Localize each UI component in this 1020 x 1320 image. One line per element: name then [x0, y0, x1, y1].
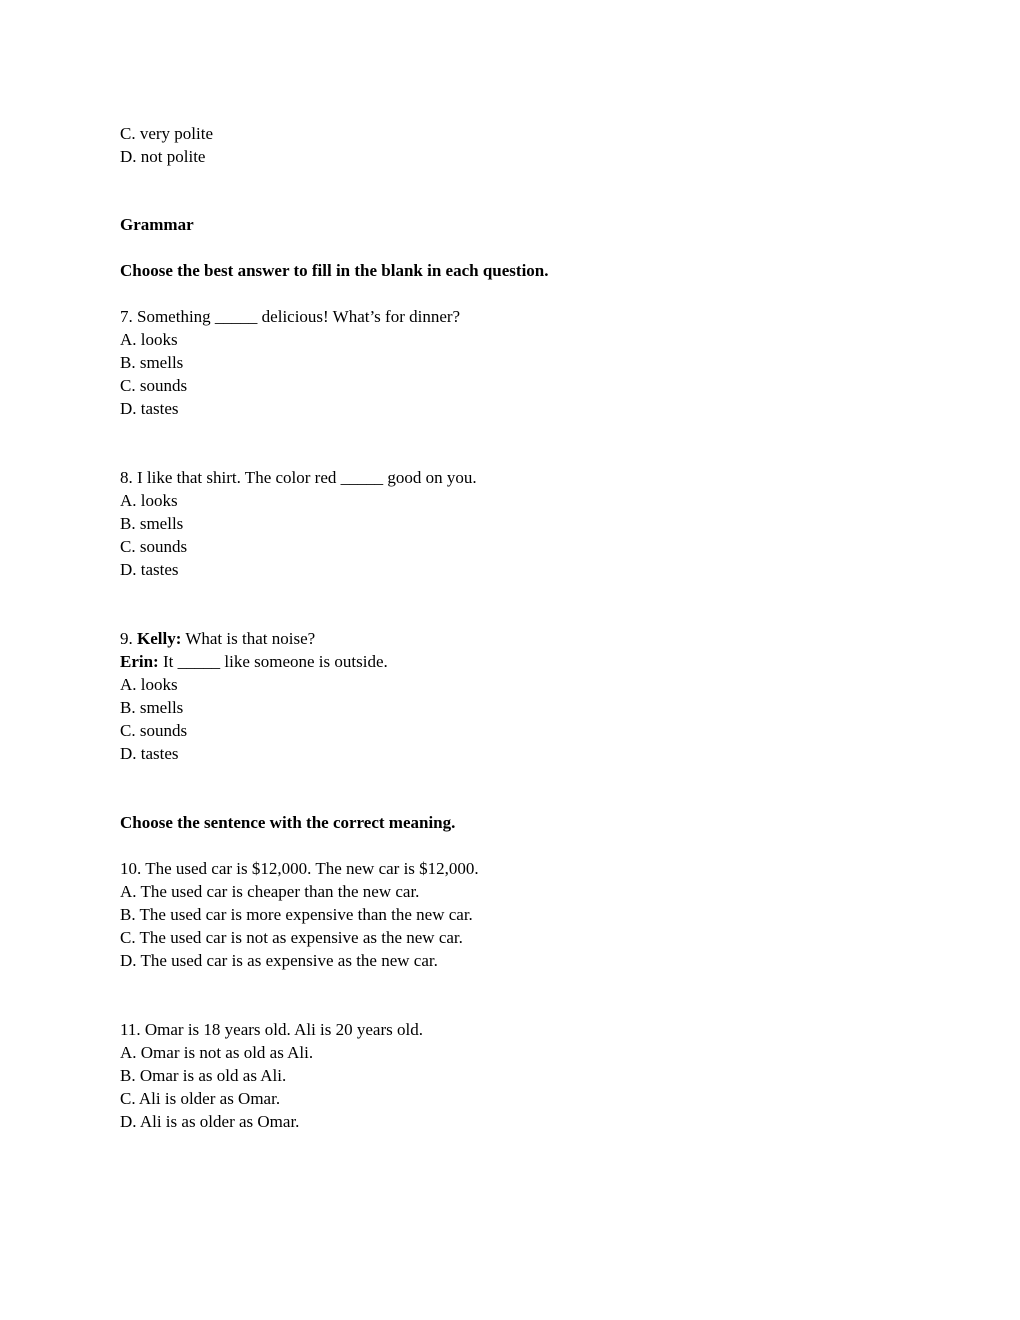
option-line: D. tastes: [120, 399, 179, 418]
option-line: A. Omar is not as old as Ali.: [120, 1043, 314, 1062]
option-line: A. looks: [120, 330, 178, 349]
question-number: 9.: [120, 629, 137, 648]
speaker-name: Erin:: [120, 652, 159, 671]
option-line: C. sounds: [120, 537, 188, 556]
instruction-fill-blank: Choose the best answer to fill in the blank in each question.: [120, 261, 549, 280]
option-line: A. The used car is cheaper than the new car.: [120, 882, 420, 901]
question-text: [120, 627, 920, 650]
option-line: B. Omar is as old as Ali.: [120, 1066, 287, 1085]
question-text: 11. Omar is 18 years old. Ali is 20 years old.: [120, 1020, 423, 1039]
option-line: B. smells: [120, 353, 184, 372]
question-8: [120, 466, 920, 581]
question-text: 7. Something _____ delicious! What’s for dinner?: [120, 307, 461, 326]
option-line: A. looks: [120, 675, 178, 694]
option-line: D. The used car is as expensive as the new car.: [120, 951, 438, 970]
option-line: C. very polite: [120, 124, 214, 143]
option-line: C. The used car is not as expensive as the new car.: [120, 928, 463, 947]
instruction-correct-meaning: Choose the sentence with the correct meaning.: [120, 813, 456, 832]
section-heading-grammar: Grammar: [120, 215, 194, 234]
option-line: C. sounds: [120, 721, 188, 740]
question-10: [120, 857, 920, 972]
dialogue-line: What is that noise?: [181, 629, 316, 648]
option-line: C. Ali is older as Omar.: [120, 1089, 281, 1108]
option-line: D. tastes: [120, 744, 179, 763]
question-text: 8. I like that shirt. The color red _____ good on you.: [120, 468, 477, 487]
option-line: D. Ali is as older as Omar.: [120, 1112, 300, 1131]
option-line: C. sounds: [120, 376, 188, 395]
option-line: B. smells: [120, 698, 184, 717]
option-line: B. smells: [120, 514, 184, 533]
question-text: 10. The used car is $12,000. The new car is $12,000.: [120, 859, 479, 878]
option-line: D. tastes: [120, 560, 179, 579]
option-line: A. looks: [120, 491, 178, 510]
question-11: [120, 1018, 920, 1133]
dialogue-line: It _____ like someone is outside.: [158, 652, 388, 671]
question-9: [120, 627, 920, 765]
speaker-name: Kelly:: [137, 629, 182, 648]
question-text: [120, 650, 920, 673]
previous-question-options: [120, 122, 920, 168]
option-line: D. not polite: [120, 147, 206, 166]
option-line: B. The used car is more expensive than the new car.: [120, 905, 473, 924]
question-7: [120, 305, 920, 420]
